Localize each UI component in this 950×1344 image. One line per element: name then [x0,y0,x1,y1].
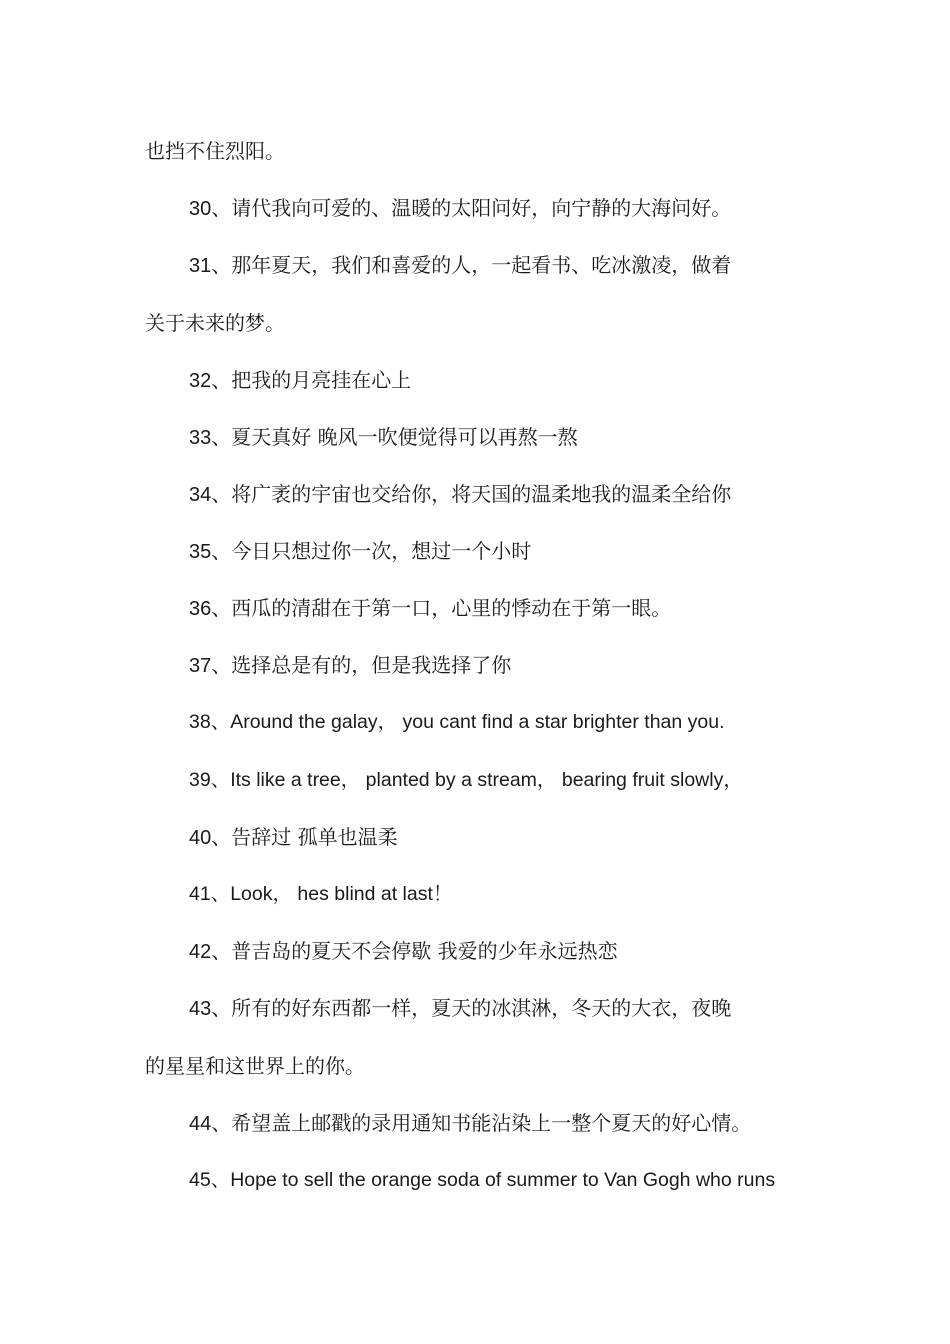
item-number: 32 [189,370,212,392]
item-text: 、Hope to sell the orange soda of summer to Van Gogh who runs [210,1169,776,1191]
item-number: 42 [189,941,212,963]
item-number: 31 [189,255,212,277]
item-number: 38 [189,711,211,733]
item-number: 45 [189,1169,211,1191]
list-item-41 [189,881,815,907]
list-item-35 [189,538,815,565]
item-number: 33 [189,427,212,449]
line-text: 也挡不住烈阳。 [145,139,285,163]
item-text: 、那年夏天，我们和喜爱的人，一起看书、吃冰激凌，做着 [211,253,732,277]
list-item-34 [189,481,815,508]
item-number: 39 [189,769,211,791]
text-line-continuation [145,310,815,336]
item-number: 34 [189,484,212,506]
list-item-30 [189,195,815,222]
item-text: 、将广袤的宇宙也交给你，将天国的温柔地我的温柔全给你 [211,482,732,506]
item-number: 30 [189,198,212,220]
text-line-continuation [145,138,815,164]
line-text: 的星星和这世界上的你。 [145,1054,365,1078]
item-text: 、Its like a tree， planted by a stream， bearing fruit slowly， [210,769,743,791]
list-item-33 [189,424,815,451]
list-item-43 [189,995,815,1022]
item-text: 、请代我向可爱的、温暖的太阳问好，向宁静的大海问好。 [211,196,732,220]
list-item-37 [189,652,815,679]
list-item-38 [189,709,815,735]
item-number: 40 [189,827,212,849]
item-number: 41 [189,883,211,905]
item-number: 36 [189,598,212,620]
item-text: 、西瓜的清甜在于第一口，心里的悸动在于第一眼。 [211,596,672,620]
item-number: 37 [189,655,212,677]
item-text: 、选择总是有的，但是我选择了你 [211,653,512,677]
item-text: 、今日只想过你一次，想过一个小时 [211,539,532,563]
list-item-45 [189,1167,815,1193]
text-line-continuation [145,1053,815,1079]
item-number: 44 [189,1113,212,1135]
list-item-36 [189,595,815,622]
list-item-42 [189,938,815,965]
list-item-31 [189,252,815,279]
list-item-44 [189,1110,815,1137]
item-text: 、Look， hes blind at last！ [210,883,453,905]
item-number: 43 [189,998,212,1020]
item-text: 、告辞过 孤单也温柔 [211,825,398,849]
list-item-32 [189,367,815,394]
item-text: 、Around the galay， you cant find a star brighter than you. [210,711,725,733]
item-text: 、普吉岛的夏天不会停歇 我爱的少年永远热恋 [211,939,618,963]
item-number: 35 [189,541,212,563]
item-text: 、希望盖上邮戳的录用通知书能沾染上一整个夏天的好心情。 [211,1111,752,1135]
item-text: 、夏天真好 晚风一吹便觉得可以再熬一熬 [211,425,578,449]
list-item-40 [189,824,815,851]
item-text: 、把我的月亮挂在心上 [211,368,412,392]
list-item-39 [189,767,815,793]
line-text: 关于未来的梦。 [145,311,285,335]
item-text: 、所有的好东西都一样，夏天的冰淇淋，冬天的大衣，夜晚 [211,996,732,1020]
